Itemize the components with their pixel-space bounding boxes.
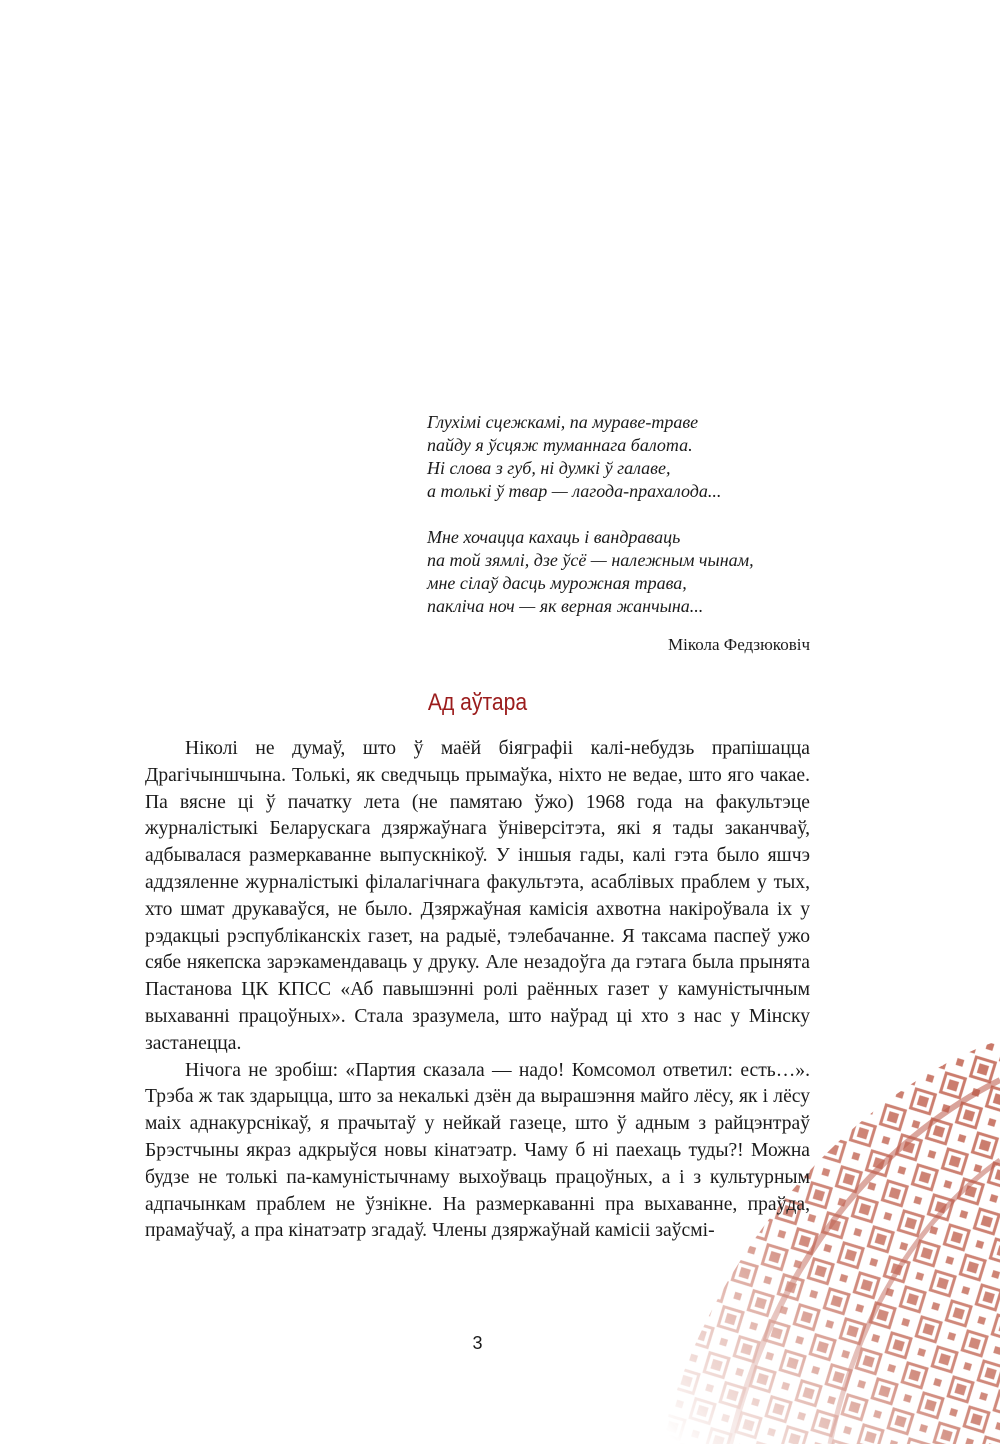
verse-line: Мне хочацца кахаць і вандраваць: [427, 527, 681, 547]
epigraph-stanza: [427, 411, 827, 503]
verse-line: Ні слова з губ, ні думкі ў галаве,: [427, 458, 671, 478]
page-number: 3: [472, 1333, 483, 1353]
verse-line: мне сілаў дасць мурожная трава,: [427, 573, 687, 593]
paragraph: Нічога не зробіш: «Партия сказала — надо! Комсомол ответил: есть…». Трэба ж так здарыцца, што за некалькі дзён да вырашэння майго лёсу, як і лёсу маіх аднакурснікаў, я прачытаў у нейкай газеце, што ў адным з райцэнтраў Брэстчыны якраз адкрыўся новы кінатэатр. Чаму б ні паехаць туды?! Можна будзе не толькі па-камуністычнаму выхоўваць працоўных, а і з культурным адпачынкам праблем не ўзнікне. На размеркаванні пра выхаванне, праўда, прамаўчаў, а пра кінатэатр згадаў. Члены дзяржаўнай камісіі заўсмі-: [145, 1059, 810, 1242]
body-text: [145, 736, 810, 1245]
verse-line: пайду я ўсцяж туманнага балота.: [427, 435, 693, 455]
verse-line: па той зямлі, дзе ўсё — належным чынам,: [427, 550, 754, 570]
paragraph: Ніколі не думаў, што ў маёй біяграфіі калі-небудзь прапішацца Драгічыншчына. Толькі, як сведчыць прымаўка, ніхто не ведае, што яго чакае. Па вясне ці ў пачатку лета (не памятаю ўжо) 1968 года на факультэце журналістыкі Беларускага дзяржаўнага ўніверсітэта, які я тады заканчваў, адбывалася размеркаванне выпускнікоў. У іншыя гады, калі гэта было яшчэ аддзяленне журналістыкі філалагічнага факультэта, асаблівых праблем у тых, хто шмат друкаваўся, не было. Дзяржаўная камісія ахвотна накіроўвала іх у рэдакцыі рэспубліканскіх газет, на радыё, тэлебачанне. Я таксама паспеў ужо сябе някепска зарэкамендаваць у друку. Але незадоўга да гэтага была прынята Пастанова ЦК КПСС «Аб павышэнні ролі раённых газет у камуністычным выхаванні працоўных». Стала зразумела, што наўрад ці хто з нас у Мінску застанецца.: [145, 738, 810, 1054]
section-title: Ад аўтара: [427, 689, 528, 716]
epigraph: [427, 411, 827, 641]
verse-line: Глухімі сцежкамі, па мураве-траве: [427, 412, 699, 432]
epigraph-stanza: [427, 526, 827, 618]
verse-line: а толькі ў твар — лагода-прахалода...: [427, 481, 722, 501]
verse-line: пакліча ноч — як верная жанчына...: [427, 596, 704, 616]
epigraph-author: Мікола Федзюковіч: [667, 635, 810, 654]
